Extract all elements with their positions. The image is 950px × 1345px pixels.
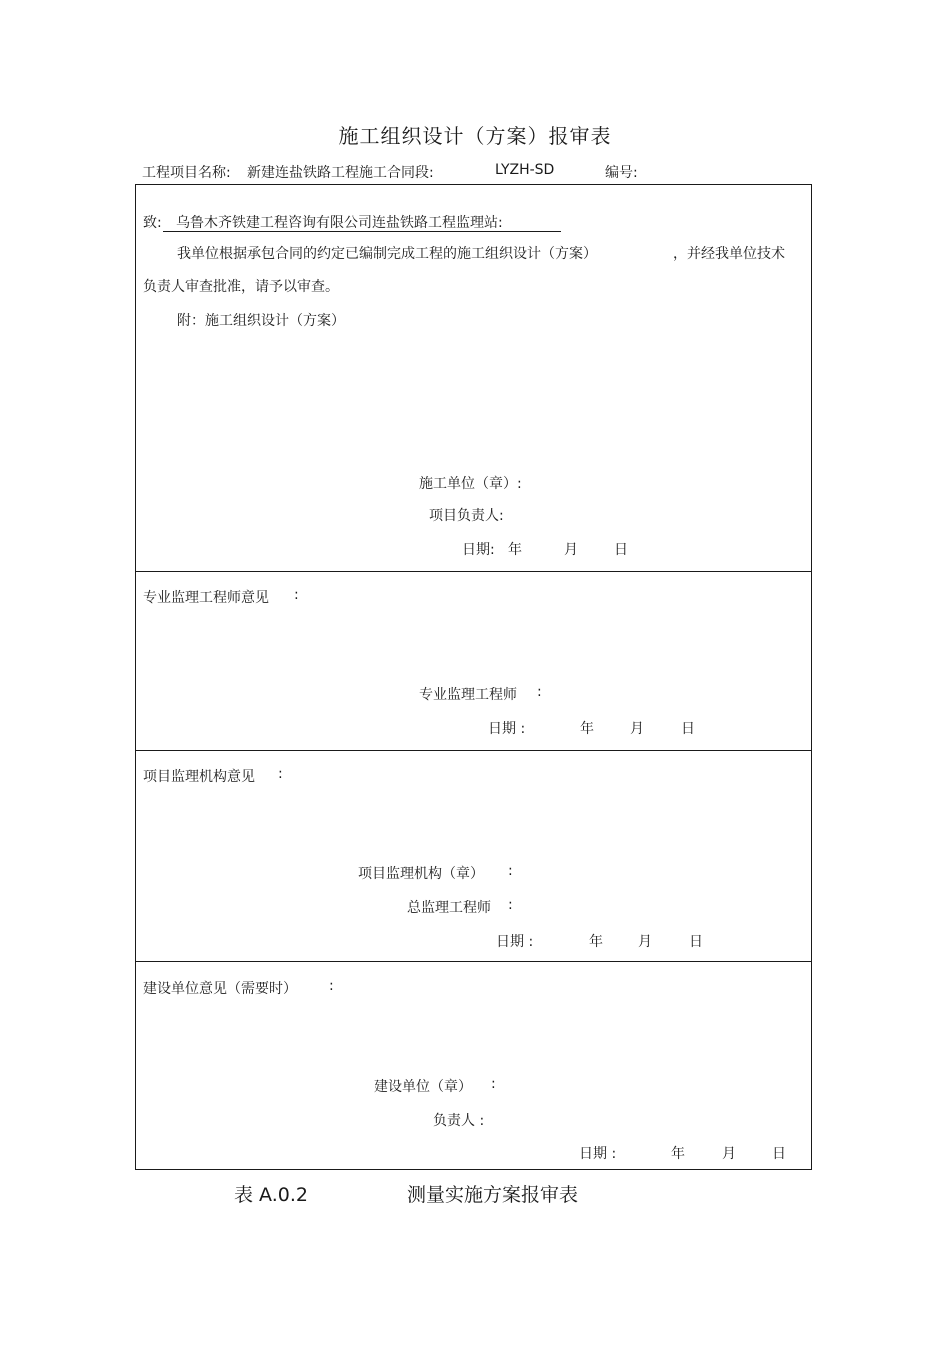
date-label: 日期 :	[579, 1146, 617, 1162]
colon: :	[537, 684, 542, 700]
date-year: 年	[671, 1146, 685, 1162]
next-table-title: 测量实施方案报审表	[407, 1184, 579, 1206]
chief-engineer-label: 总监理工程师	[407, 900, 491, 916]
colon: :	[508, 897, 513, 913]
date-day: 日	[614, 542, 628, 558]
date-month: 月	[722, 1146, 736, 1162]
to-recipient: 乌鲁木齐铁建工程咨询有限公司连盐铁路工程监理站:	[176, 215, 503, 231]
project-name-label: 工程项目名称:	[142, 165, 231, 181]
recipient-underline	[163, 231, 561, 232]
date-label: 日期 :	[488, 721, 526, 737]
date-year: 年	[508, 542, 522, 558]
owner-person-label: 负责人 :	[433, 1113, 485, 1129]
form-title: 施工组织设计（方案）报审表	[338, 124, 612, 148]
specialist-opinion-label: 专业监理工程师意见	[143, 590, 269, 606]
colon: :	[329, 978, 334, 994]
date-year: 年	[580, 721, 594, 737]
date-label: 日期 :	[496, 934, 534, 950]
date-day: 日	[681, 721, 695, 737]
supervision-org-opinion-label: 项目监理机构意见	[143, 769, 255, 785]
colon: :	[491, 1076, 496, 1092]
colon: :	[508, 863, 513, 879]
owner-unit-stamp-label: 建设单位（章）	[374, 1079, 472, 1095]
approval-form-table	[135, 184, 812, 1170]
number-label: 编号:	[605, 165, 638, 181]
section-divider	[136, 961, 811, 962]
project-manager-label: 项目负责人:	[429, 508, 504, 524]
date-month: 月	[564, 542, 578, 558]
colon: :	[278, 766, 283, 782]
section-divider	[136, 750, 811, 751]
colon: :	[294, 587, 299, 603]
table-number: 表 A.0.2	[234, 1184, 308, 1206]
owner-opinion-label: 建设单位意见（需要时）	[143, 981, 297, 997]
specialist-engineer-label: 专业监理工程师	[419, 687, 517, 703]
date-day: 日	[772, 1146, 786, 1162]
date-year: 年	[589, 934, 603, 950]
body-line-1: 我单位根据承包合同的约定已编制完成工程的施工组织设计（方案）	[177, 246, 597, 262]
date-month: 月	[630, 721, 644, 737]
body-line-1-end: ，并经我单位技术	[673, 246, 785, 262]
to-label: 致:	[143, 215, 162, 231]
section-divider	[136, 571, 811, 572]
supervision-org-stamp-label: 项目监理机构（章）	[358, 866, 484, 882]
attachment-note: 附：施工组织设计（方案）	[177, 313, 345, 329]
date-day: 日	[689, 934, 703, 950]
construction-unit-stamp-label: 施工单位（章）:	[419, 476, 522, 492]
body-line-2: 负责人审查批准，请予以审查。	[143, 279, 339, 295]
project-name-value: 新建连盐铁路工程施工合同段:	[247, 165, 434, 181]
contract-code: LYZH-SD	[495, 162, 555, 178]
date-label: 日期:	[462, 542, 495, 558]
date-month: 月	[638, 934, 652, 950]
